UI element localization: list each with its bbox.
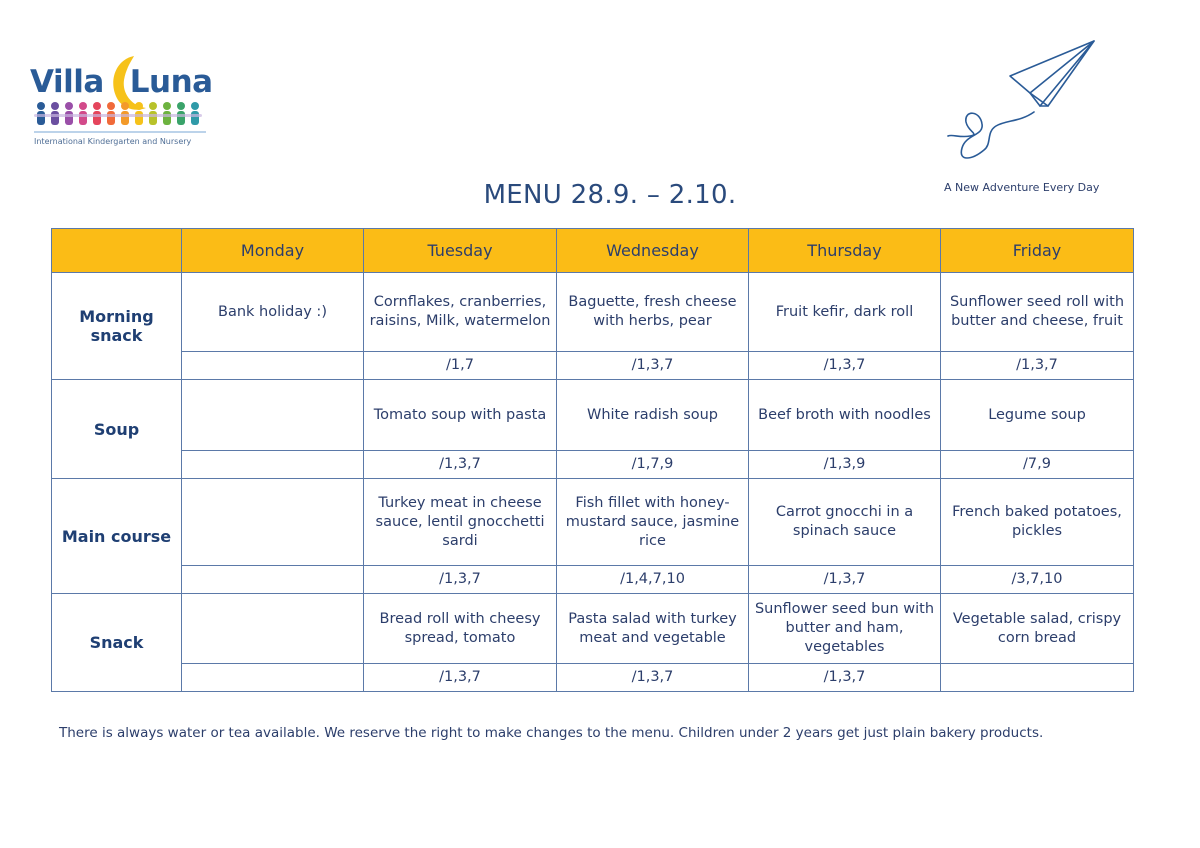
- logo-name-luna: Luna: [129, 64, 213, 100]
- allergen-cell: /1,3,7: [749, 566, 941, 594]
- dish-cell: Beef broth with noodles: [749, 380, 941, 451]
- logo-name-villa: Villa: [30, 64, 104, 100]
- allergen-cell: /1,3,7: [364, 664, 557, 692]
- header-corner-cell: [52, 229, 182, 273]
- allergen-cell: /1,3,7: [364, 566, 557, 594]
- allergen-cell: [182, 352, 364, 380]
- menu-table: [51, 228, 1134, 692]
- allergen-cell: /1,7,9: [557, 451, 749, 479]
- children-figures-icon: [34, 100, 206, 130]
- slogan: A New Adventure Every Day: [944, 181, 1100, 194]
- allergen-cell: /3,7,10: [941, 566, 1134, 594]
- allergen-row: [52, 352, 1134, 380]
- dish-cell: [182, 380, 364, 451]
- allergen-cell: [182, 664, 364, 692]
- dish-cell: Turkey meat in cheese sauce, lentil gnocchetti sardi: [364, 479, 557, 566]
- allergen-row: [52, 664, 1134, 692]
- dish-cell: Legume soup: [941, 380, 1134, 451]
- allergen-row: [52, 566, 1134, 594]
- dish-cell: Carrot gnocchi in a spinach sauce: [749, 479, 941, 566]
- day-header-friday: Friday: [941, 229, 1134, 273]
- row-label-main-course: Main course: [52, 479, 182, 594]
- logo-divider: [34, 131, 206, 133]
- allergen-cell: /1,3,7: [941, 352, 1134, 380]
- header-row: [52, 229, 1134, 273]
- dish-cell: Sunflower seed bun with butter and ham, vegetables: [749, 594, 941, 664]
- allergen-cell: /1,3,7: [364, 451, 557, 479]
- row-label-soup: Soup: [52, 380, 182, 479]
- allergen-cell: [941, 664, 1134, 692]
- dish-cell: [182, 594, 364, 664]
- allergen-row: [52, 451, 1134, 479]
- dish-cell: Fish fillet with honey-mustard sauce, jasmine rice: [557, 479, 749, 566]
- dish-cell: Baguette, fresh cheese with herbs, pear: [557, 273, 749, 352]
- dish-cell: Fruit kefir, dark roll: [749, 273, 941, 352]
- dish-cell: Pasta salad with turkey meat and vegetable: [557, 594, 749, 664]
- allergen-cell: [182, 566, 364, 594]
- allergen-cell: [182, 451, 364, 479]
- dish-cell: White radish soup: [557, 380, 749, 451]
- allergen-cell: /1,3,9: [749, 451, 941, 479]
- allergen-cell: /1,3,7: [557, 352, 749, 380]
- page-title: MENU 28.9. – 2.10.: [483, 180, 737, 210]
- day-header-monday: Monday: [182, 229, 364, 273]
- table-row: [52, 594, 1134, 664]
- dish-cell: Bank holiday :): [182, 273, 364, 352]
- allergen-cell: /1,3,7: [749, 664, 941, 692]
- allergen-cell: /1,3,7: [557, 664, 749, 692]
- day-header-tuesday: Tuesday: [364, 229, 557, 273]
- dish-cell: [182, 479, 364, 566]
- day-header-wednesday: Wednesday: [557, 229, 749, 273]
- allergen-cell: /1,7: [364, 352, 557, 380]
- dish-cell: Vegetable salad, crispy corn bread: [941, 594, 1134, 664]
- row-label-snack: Snack: [52, 594, 182, 692]
- logo-subtitle: International Kindergarten and Nursery: [34, 137, 192, 146]
- allergen-cell: /1,3,7: [749, 352, 941, 380]
- villa-luna-logo: [28, 52, 218, 152]
- allergen-cell: /7,9: [941, 451, 1134, 479]
- dish-cell: Sunflower seed roll with butter and cheese, fruit: [941, 273, 1134, 352]
- table-row: [52, 380, 1134, 451]
- allergen-cell: /1,4,7,10: [557, 566, 749, 594]
- logo-wordmark: [30, 64, 213, 100]
- paper-plane-icon: [940, 38, 1110, 173]
- row-label-morning-snack: Morning snack: [52, 273, 182, 380]
- footer-note: There is always water or tea available. We reserve the right to make changes to the menu. Children under 2 years get just plain bakery products.: [59, 725, 1044, 741]
- day-header-thursday: Thursday: [749, 229, 941, 273]
- table-row: [52, 479, 1134, 566]
- dish-cell: Tomato soup with pasta: [364, 380, 557, 451]
- dish-cell: Cornflakes, cranberries, raisins, Milk, watermelon: [364, 273, 557, 352]
- table-row: [52, 273, 1134, 352]
- dish-cell: French baked potatoes, pickles: [941, 479, 1134, 566]
- dish-cell: Bread roll with cheesy spread, tomato: [364, 594, 557, 664]
